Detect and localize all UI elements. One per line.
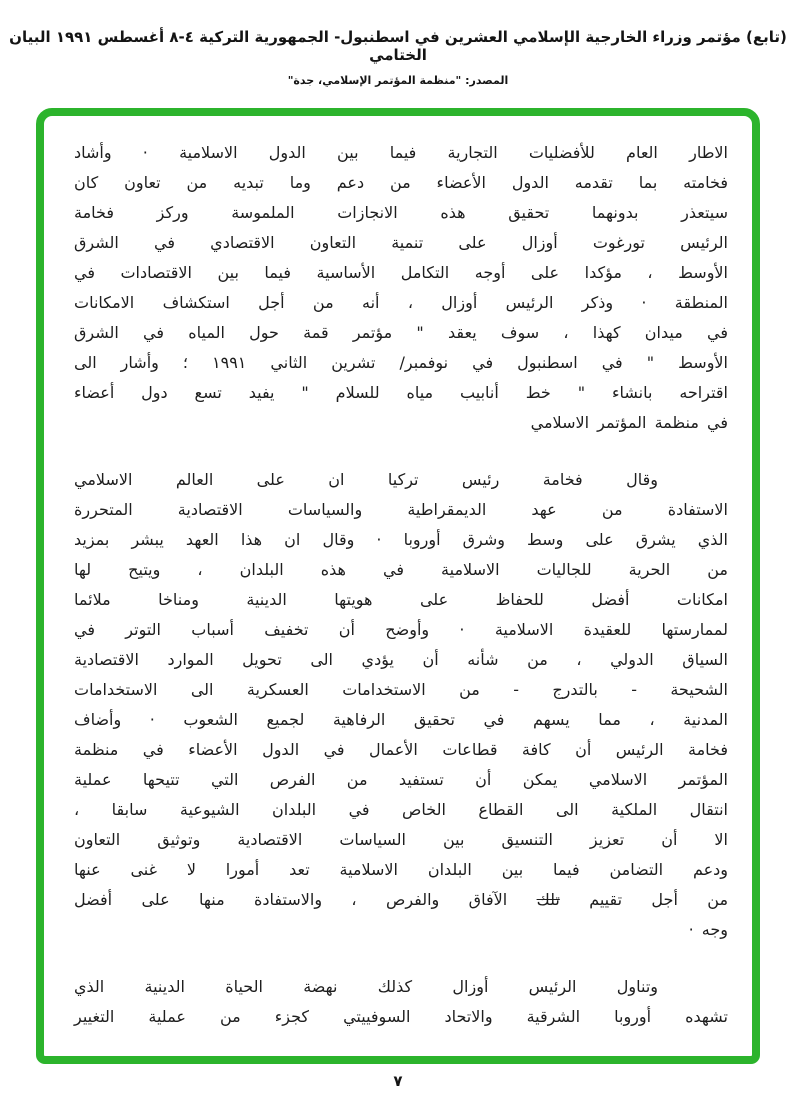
- text-line: السياق الدولي ، من شأنه أن يؤدي الى تحويل الموارد الاقتصادية: [74, 650, 728, 669]
- text-line: تشهده أوروبا الشرقية والاتحاد السوفييتي كجزء من عملية التغيير: [74, 1007, 728, 1026]
- paragraph: [74, 138, 728, 438]
- text-line: الا أن تعزيز التنسيق بين السياسات الاقتصادية وتوثيق التعاون: [74, 830, 728, 849]
- text-line: ودعم التضامن فيما بين البلدان الاسلامية تعد أمورا لا غنى عنها: [74, 860, 728, 879]
- text-line: الأوسط ، مؤكدا على أوجه التكامل الأساسية فيما بين الاقتصادات في: [74, 263, 728, 282]
- text-line: سيتعذر بدونهما تحقيق هذه الانجازات الملموسة وركز فخامة: [74, 203, 728, 222]
- text-line: [74, 885, 728, 915]
- text-segment: من أجل تقييم: [589, 890, 729, 909]
- text-line: الأوسط " في اسطنبول في نوفمبر/ تشرين الثاني ١٩٩١ ؛ وأشار الى: [74, 353, 729, 372]
- text-segment: الآفاق والفرص ، والاستفادة منها على أفضل: [74, 890, 508, 909]
- text-line: لممارستها للعقيدة الاسلامية · وأوضح أن تخفيف أسباب التوتر في: [74, 620, 728, 639]
- text-line: الاستفادة من عهد الديمقراطية والسياسات الاقتصادية المتحررة: [74, 500, 728, 519]
- document-body: [44, 116, 752, 1056]
- paragraph: [74, 972, 728, 1032]
- document-source: المصدر: "منظمة المؤتمر الإسلامي، جدة": [287, 74, 509, 87]
- page-header: [0, 28, 796, 87]
- text-line: وقال فخامة رئيس تركيا ان على العالم الاسلامي: [74, 470, 658, 489]
- text-line: اقتراحه بانشاء " خط أنابيب مياه للسلام " يفيد تسع دول أعضاء: [74, 383, 728, 402]
- text-line: انتقال الملكية الى القطاع الخاص في البلدان الشيوعية سابقا ،: [74, 800, 728, 819]
- struck-word: تلك: [536, 890, 560, 909]
- text-line: الشحيحة - بالتدرج - من الاستخدامات العسكرية الى الاستخدامات: [74, 680, 728, 699]
- text-line: من الحرية للجاليات الاسلامية في هذه البلدان ، ويتيح لها: [74, 560, 728, 579]
- text-line: المدنية ، مما يسهم في تحقيق الرفاهية لجميع الشعوب · وأضاف: [74, 710, 728, 729]
- text-line: المنطقة · وذكر الرئيس أوزال ، أنه من أجل استكشاف الامكانات: [74, 293, 728, 312]
- text-line: امكانات أفضل للحفاظ على هويتها الدينية ومناخا ملائما: [74, 590, 728, 609]
- text-line: الاطار العام للأفضليات التجارية فيما بين الدول الاسلامية · وأشاد: [74, 143, 728, 162]
- text-line: الرئيس تورغوت أوزال على تنمية التعاون الاقتصادي في الشرق: [74, 233, 728, 252]
- text-line: وجه ·: [688, 920, 728, 939]
- text-line: فخامته بما تقدمه الدول الأعضاء من دعم وما تبديه من تعاون كان: [74, 173, 728, 192]
- text-line: المؤتمر الاسلامي يمكن أن تستفيد من الفرص التي تتيحها عملية: [74, 770, 728, 789]
- document-title: (تابع) مؤتمر وزراء الخارجية الإسلامي العشرين في اسطنبول- الجمهورية التركية ٤-٨ أغسطس ١٩٩١ البيان الختامي: [9, 28, 787, 64]
- page-number: ٧: [393, 1072, 403, 1090]
- text-line: في ميدان كهذا ، سوف يعقد " مؤتمر قمة حول المياه في الشرق: [74, 323, 728, 342]
- text-line: وتناول الرئيس أوزال كذلك نهضة الحياة الدينية الذي: [74, 977, 658, 996]
- text-line: الذي يشرق على وسط وشرق أوروبا · وقال ان هذا العهد يبشر بمزيد: [74, 530, 728, 549]
- paragraph: [74, 465, 728, 945]
- text-line: في منظمة المؤتمر الاسلامي: [530, 413, 728, 432]
- text-line: فخامة الرئيس أن كافة قطاعات الأعمال في الدول الأعضاء في منظمة: [74, 740, 728, 759]
